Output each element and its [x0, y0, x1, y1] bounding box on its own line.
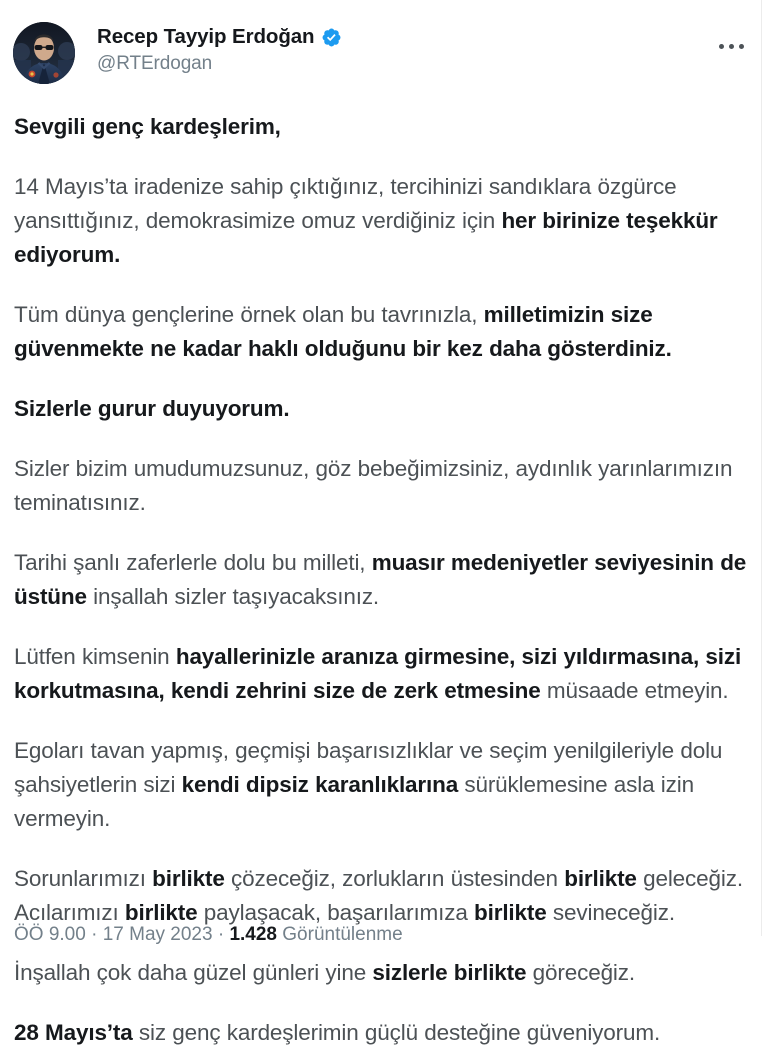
tweet-paragraph [14, 956, 754, 990]
tweet-text-bold: birlikte [152, 866, 225, 891]
more-horizontal-icon-dot-1 [719, 44, 724, 49]
tweet-text-regular: geleceğiz. Acılarımızı [14, 866, 743, 925]
tweet-paragraph [14, 110, 754, 144]
tweet-text-bold: her birinize teşekkür ediyorum. [14, 208, 718, 267]
tweet-text-bold: sizlerle birlikte [372, 960, 527, 985]
tweet-text-regular: Lütfen kimsenin [14, 644, 176, 669]
tweet-text-regular: sürüklemesine asla izin vermeyin. [14, 772, 694, 831]
tweet-text-regular: çözeceğiz, zorlukların üstesinden [224, 866, 565, 891]
tweet-text-regular: Tarihi şanlı zaferlerle dolu bu milleti, [14, 550, 372, 575]
tweet-paragraph [14, 1016, 754, 1050]
tweet-text-regular: Egoları tavan yapmış, geçmişi başarısızlıklar ve seçim yenilgileriyle dolu şahsiyetlerin sizi [14, 738, 723, 797]
tweet-text-bold: birlikte [564, 866, 637, 891]
tweet-text-regular: Sorunlarımızı [14, 866, 153, 891]
display-name-row [97, 26, 756, 49]
tweet-text-bold: birlikte [124, 900, 198, 925]
tweet-text-bold: milletimizin size güvenmekte ne kadar haklı olduğunu bir kez daha gösterdiniz. [14, 302, 672, 361]
tweet-paragraph [14, 452, 754, 520]
tweet-paragraph [14, 392, 754, 426]
tweet-text-bold: birlikte [474, 900, 547, 925]
tweet-text-regular: Tüm dünya gençlerine örnek olan bu tavrınızla, [14, 302, 484, 327]
tweet-text-regular: inşallah sizler taşıyacaksınız. [86, 584, 380, 609]
tweet-text-regular: müsaade etmeyin. [540, 678, 729, 703]
tweet-text-bold: Sizlerle gurur duyuyorum. [14, 396, 290, 421]
tweet-text-body [0, 110, 770, 1050]
tweet-paragraph [14, 298, 754, 366]
more-horizontal-icon-dot-3 [739, 44, 744, 49]
tweet-text-regular: İnşallah çok daha güzel günleri yine [14, 960, 373, 985]
tweet-paragraph [14, 170, 754, 272]
display-name[interactable]: Recep Tayyip Erdoğan [97, 25, 315, 48]
tweet-text-regular: Sizler bizim umudumuzsunuz, göz bebeğimizsiniz, aydınlık yarınlarımızın teminatısınız. [14, 456, 733, 515]
more-options-button[interactable] [714, 36, 748, 56]
tweet-text-bold: kendi dipsiz karanlıklarına [181, 772, 459, 797]
tweet-paragraph [14, 640, 754, 708]
tweet-views-count: 1.428 [229, 924, 277, 945]
avatar-photo [13, 22, 75, 84]
tweet-paragraph [14, 734, 754, 836]
tweet-meta [14, 922, 614, 945]
tweet-text-bold: Sevgili genç kardeşlerim, [14, 114, 281, 139]
tweet-text-bold: muasır medeniyetler seviyesinin de üstüne [14, 550, 747, 609]
tweet-text-regular: sevineceğiz. [546, 900, 675, 925]
card-right-edge [761, 0, 762, 936]
tweet-paragraph [14, 862, 754, 930]
tweet-text-regular: göreceğiz. [526, 960, 635, 985]
tweet-text-regular: siz genç kardeşlerimin güçlü desteğine güveniyorum. [132, 1020, 661, 1045]
more-horizontal-icon-dot-2 [729, 44, 734, 49]
tweet-header [0, 0, 770, 84]
tweet-text-regular: 14 Mayıs’ta iradenize sahip çıktığınız, tercihinizi sandıklara özgürce yansıttığınız, demokrasimize omuz verdiğiniz için [14, 174, 677, 233]
tweet-meta-text: ÖÖ 9.00 · 17 May 2023 · 1.428 Görüntülenme [14, 924, 403, 945]
tweet-text-bold: 28 Mayıs’ta [14, 1020, 133, 1045]
verified-badge-icon [321, 27, 342, 48]
tweet-paragraph [14, 546, 754, 614]
account-handle[interactable]: @RTErdogan [97, 52, 213, 74]
tweet-text-bold: hayallerinizle aranıza girmesine, sizi yıldırmasına, sizi korkutmasına, kendi zehrini size de zerk etmesine [14, 644, 742, 703]
account-identity [97, 22, 756, 75]
avatar[interactable] [13, 22, 75, 84]
tweet-text-regular: paylaşacak, başarılarımıza [197, 900, 475, 925]
